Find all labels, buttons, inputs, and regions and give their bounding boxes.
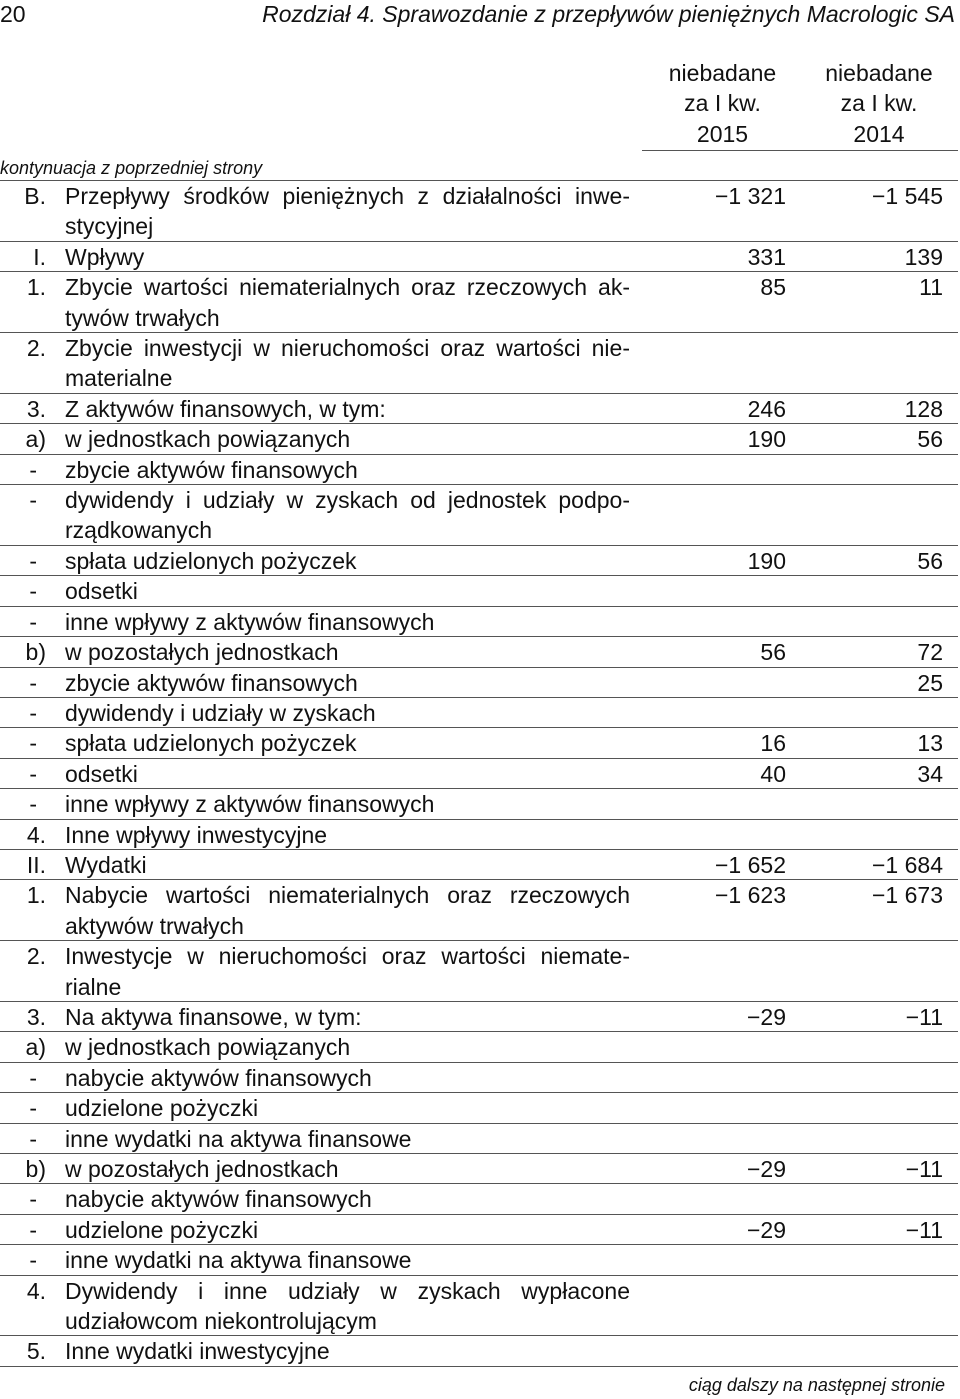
value-q1-2015 — [630, 1276, 800, 1337]
row-marker: 2. — [26, 943, 46, 970]
table-row — [0, 1032, 958, 1062]
table-row — [0, 1002, 958, 1032]
row-label-line: spłata udzielonych pożyczek — [65, 547, 357, 574]
table-row — [0, 242, 958, 272]
table-row — [0, 485, 958, 546]
value-q1-2014 — [800, 789, 958, 819]
value-q1-2015 — [630, 576, 800, 606]
row-label — [65, 242, 630, 272]
table-row — [0, 941, 958, 1002]
value-q1-2014: 128 — [904, 395, 943, 422]
row-marker: - — [29, 578, 37, 605]
value-q1-2015 — [630, 333, 800, 394]
value-q1-2014 — [800, 607, 958, 637]
row-label — [65, 485, 630, 546]
value-q1-2015 — [630, 455, 800, 485]
value-q1-2014: −11 — [905, 1216, 943, 1243]
row-label-line: udzielone pożyczki — [65, 1216, 259, 1243]
table-row — [0, 333, 958, 394]
table-row — [0, 1124, 958, 1154]
row-label-line: nabycie aktywów finansowych — [65, 1186, 372, 1213]
row-label-line: Inne wpływy inwestycyjne — [65, 821, 328, 848]
value-q1-2015: 40 — [760, 760, 786, 787]
value-q1-2015 — [630, 485, 800, 546]
value-q1-2014 — [800, 820, 958, 850]
value-q1-2014: 56 — [917, 547, 943, 574]
value-q1-2015: 246 — [747, 395, 786, 422]
row-label-line: rialne — [65, 973, 122, 1000]
row-marker: 2. — [26, 335, 46, 362]
value-q1-2015: −1 652 — [715, 851, 786, 878]
row-label-line: w jednostkach powiązanych — [65, 426, 351, 453]
table-row — [0, 1093, 958, 1123]
table-row — [0, 394, 958, 424]
row-marker: B. — [24, 183, 46, 209]
row-label — [65, 1002, 630, 1032]
table-row — [0, 1184, 958, 1214]
row-label — [65, 455, 630, 485]
row-label-line: Zbycie inwestycji w nieruchomości oraz wartości nie- — [65, 335, 630, 362]
row-label — [65, 546, 630, 576]
row-label — [65, 576, 630, 606]
row-marker: 5. — [26, 1338, 46, 1365]
value-q1-2015: 85 — [760, 274, 786, 301]
row-marker: 3. — [26, 395, 46, 422]
row-label-line: spłata udzielonych pożyczek — [65, 730, 357, 757]
row-label-line: Dywidendy i inne udziały w zyskach wypłacone — [65, 1277, 630, 1304]
table-row — [0, 576, 958, 606]
row-label-line: aktywów trwałych — [65, 912, 244, 939]
table-row — [0, 820, 958, 850]
row-label-line: dywidendy i udziały w zyskach od jednostek podpo- — [65, 487, 630, 514]
row-marker: 3. — [26, 1003, 46, 1030]
row-marker: - — [29, 1216, 37, 1243]
column-header-q1-2015 — [645, 58, 800, 149]
row-marker: - — [29, 1186, 37, 1213]
row-label — [65, 1336, 630, 1366]
table-row — [0, 850, 958, 880]
row-marker: - — [29, 730, 37, 757]
row-label — [65, 850, 630, 880]
value-q1-2015: −1 321 — [715, 183, 786, 209]
row-label-line: udzielone pożyczki — [65, 1095, 259, 1122]
value-q1-2014: 13 — [917, 730, 943, 757]
value-q1-2015 — [630, 1336, 800, 1366]
value-q1-2014: 11 — [919, 274, 943, 301]
value-q1-2014: 25 — [917, 669, 943, 696]
table-row — [0, 1336, 958, 1366]
value-q1-2014 — [800, 333, 958, 394]
row-label-line: odsetki — [65, 760, 138, 787]
row-label — [65, 1032, 630, 1062]
column-header-line: niebadane — [668, 60, 777, 86]
row-label — [65, 941, 630, 1002]
value-q1-2015 — [630, 1063, 800, 1093]
value-q1-2014 — [800, 1245, 958, 1275]
row-marker: 4. — [26, 821, 46, 848]
value-q1-2014: 72 — [917, 639, 943, 666]
row-marker: - — [29, 760, 37, 787]
table-row — [0, 181, 958, 242]
row-marker: b) — [25, 1156, 46, 1182]
row-marker: I. — [33, 243, 46, 270]
row-label-line: stycyjnej — [65, 213, 154, 240]
column-header-line: za I kw. — [840, 90, 918, 117]
row-marker: - — [29, 1064, 37, 1091]
value-q1-2014 — [800, 941, 958, 1002]
row-label-line: tywów trwałych — [65, 304, 220, 331]
row-label — [65, 272, 630, 333]
value-q1-2015: −29 — [746, 1003, 786, 1030]
row-label — [65, 1215, 630, 1245]
table-row — [0, 424, 958, 454]
value-q1-2014 — [800, 698, 958, 728]
row-label — [65, 424, 630, 454]
continued-on-note: ciąg dalszy na następnej stronie — [688, 1375, 945, 1395]
running-title: Rozdział 4. Sprawozdanie z przepływów pieniężnych Macrologic SA — [262, 1, 955, 27]
value-q1-2015 — [630, 607, 800, 637]
row-label — [65, 333, 630, 394]
row-label-line: inne wydatki na aktywa finansowe — [65, 1247, 412, 1274]
table-row — [0, 607, 958, 637]
value-q1-2015 — [630, 698, 800, 728]
row-label-line: Wpływy — [65, 243, 145, 270]
value-q1-2015 — [630, 1245, 800, 1275]
value-q1-2015: 331 — [747, 243, 786, 270]
value-q1-2015: −1 623 — [715, 882, 786, 909]
row-label-line: Zbycie wartości niematerialnych oraz rzeczowych ak- — [65, 274, 630, 301]
table-row — [0, 1215, 958, 1245]
row-label-line: Wydatki — [65, 851, 147, 878]
value-q1-2014: 56 — [917, 426, 943, 453]
row-marker: - — [29, 669, 37, 696]
value-q1-2015 — [630, 820, 800, 850]
value-q1-2015: 56 — [760, 639, 786, 666]
table-row — [0, 759, 958, 789]
row-label-line: zbycie aktywów finansowych — [65, 669, 358, 696]
column-header-q1-2014 — [800, 58, 958, 149]
row-label-line: dywidendy i udziały w zyskach — [65, 699, 376, 726]
row-marker: - — [29, 547, 37, 574]
row-label-line: zbycie aktywów finansowych — [65, 456, 358, 483]
value-q1-2014 — [800, 1093, 958, 1123]
table-row — [0, 1276, 958, 1337]
row-label-line: rządkowanych — [65, 517, 213, 544]
row-label — [65, 637, 630, 667]
column-header-line: niebadane — [825, 60, 933, 86]
column-header-line: 2014 — [853, 120, 905, 147]
row-marker: - — [29, 699, 37, 726]
row-marker: 1. — [26, 882, 46, 909]
value-q1-2014: −1 673 — [872, 882, 943, 909]
row-marker: - — [29, 1095, 37, 1122]
value-q1-2014 — [800, 1124, 958, 1154]
table-row — [0, 698, 958, 728]
value-q1-2015 — [630, 1124, 800, 1154]
table-row — [0, 637, 958, 667]
table-row — [0, 455, 958, 485]
row-marker: - — [29, 608, 37, 635]
row-label — [65, 1154, 630, 1184]
row-label — [65, 607, 630, 637]
row-label-line: Inne wydatki inwestycyjne — [65, 1338, 330, 1365]
value-q1-2015 — [630, 1093, 800, 1123]
row-label-line: Inwestycje w nieruchomości oraz wartości niemate- — [65, 943, 630, 970]
continued-from-note: kontynuacja z poprzedniej strony — [0, 158, 263, 178]
row-label — [65, 1184, 630, 1214]
row-marker: a) — [25, 1034, 46, 1061]
row-label — [65, 394, 630, 424]
row-label-line: w pozostałych jednostkach — [65, 1156, 339, 1182]
row-label — [65, 181, 630, 242]
row-label — [65, 880, 630, 941]
row-label — [65, 1245, 630, 1275]
row-label-line: nabycie aktywów finansowych — [65, 1064, 372, 1091]
value-q1-2014 — [800, 455, 958, 485]
row-marker: - — [29, 1125, 37, 1152]
value-q1-2014 — [800, 1276, 958, 1337]
row-label — [65, 1093, 630, 1123]
page-number: 20 — [0, 1, 26, 27]
value-q1-2015: 16 — [760, 730, 786, 757]
row-marker: b) — [25, 639, 46, 666]
row-label-line: w pozostałych jednostkach — [65, 639, 339, 666]
value-q1-2014 — [800, 485, 958, 546]
value-q1-2015: −29 — [746, 1156, 786, 1182]
row-label — [65, 1124, 630, 1154]
column-header-line: za I kw. — [684, 90, 761, 117]
row-label — [65, 728, 630, 758]
table-row — [0, 728, 958, 758]
row-label-line: inne wpływy z aktywów finansowych — [65, 608, 435, 635]
row-label — [65, 698, 630, 728]
row-label-line: Na aktywa finansowe, w tym: — [65, 1003, 362, 1030]
row-label — [65, 1276, 630, 1337]
row-marker: a) — [25, 426, 46, 453]
row-label-line: udziałowcom niekontrolującym — [65, 1308, 377, 1335]
table-row — [0, 880, 958, 941]
value-q1-2014: −11 — [905, 1156, 943, 1182]
value-q1-2014 — [800, 1184, 958, 1214]
cash-flow-table — [0, 181, 958, 1367]
table-row — [0, 668, 958, 698]
row-label — [65, 789, 630, 819]
value-q1-2014: 139 — [904, 243, 943, 270]
value-q1-2014 — [800, 576, 958, 606]
row-label — [65, 1063, 630, 1093]
table-row — [0, 1063, 958, 1093]
value-q1-2015 — [630, 789, 800, 819]
row-label-line: odsetki — [65, 578, 138, 605]
row-label-line: Przepływy środków pieniężnych z działalności inwe- — [65, 183, 630, 209]
row-marker: - — [29, 1247, 37, 1274]
table-row — [0, 789, 958, 819]
value-q1-2014 — [800, 1336, 958, 1366]
value-q1-2014: −1 545 — [872, 183, 943, 209]
row-marker: - — [29, 791, 37, 818]
row-label-line: inne wydatki na aktywa finansowe — [65, 1125, 412, 1152]
row-marker: - — [29, 487, 37, 514]
row-label — [65, 759, 630, 789]
value-q1-2014: 34 — [917, 760, 943, 787]
row-label-line: Nabycie wartości niematerialnych oraz rzeczowych — [65, 882, 630, 909]
header-rule — [642, 150, 958, 151]
row-label — [65, 668, 630, 698]
row-label — [65, 820, 630, 850]
row-label-line: w jednostkach powiązanych — [65, 1034, 351, 1061]
row-marker: - — [29, 456, 37, 483]
value-q1-2015 — [630, 1032, 800, 1062]
value-q1-2015: 190 — [747, 426, 786, 453]
row-marker: 4. — [26, 1277, 46, 1304]
row-label-line: Z aktywów finansowych, w tym: — [65, 395, 386, 422]
column-header-line: 2015 — [696, 120, 749, 147]
value-q1-2015 — [630, 1184, 800, 1214]
value-q1-2015 — [630, 941, 800, 1002]
row-label-line: inne wpływy z aktywów finansowych — [65, 791, 435, 818]
value-q1-2015 — [630, 668, 800, 698]
value-q1-2015: 190 — [747, 547, 786, 574]
value-q1-2014: −1 684 — [872, 851, 943, 878]
table-row — [0, 272, 958, 333]
value-q1-2014 — [800, 1032, 958, 1062]
row-marker: II. — [26, 851, 46, 878]
table-row — [0, 1245, 958, 1275]
table-row — [0, 546, 958, 576]
value-q1-2014: −11 — [905, 1003, 943, 1030]
row-label-line: materialne — [65, 365, 173, 392]
value-q1-2015: −29 — [746, 1216, 786, 1243]
row-marker: 1. — [26, 274, 46, 301]
table-row — [0, 1154, 958, 1184]
value-q1-2014 — [800, 1063, 958, 1093]
